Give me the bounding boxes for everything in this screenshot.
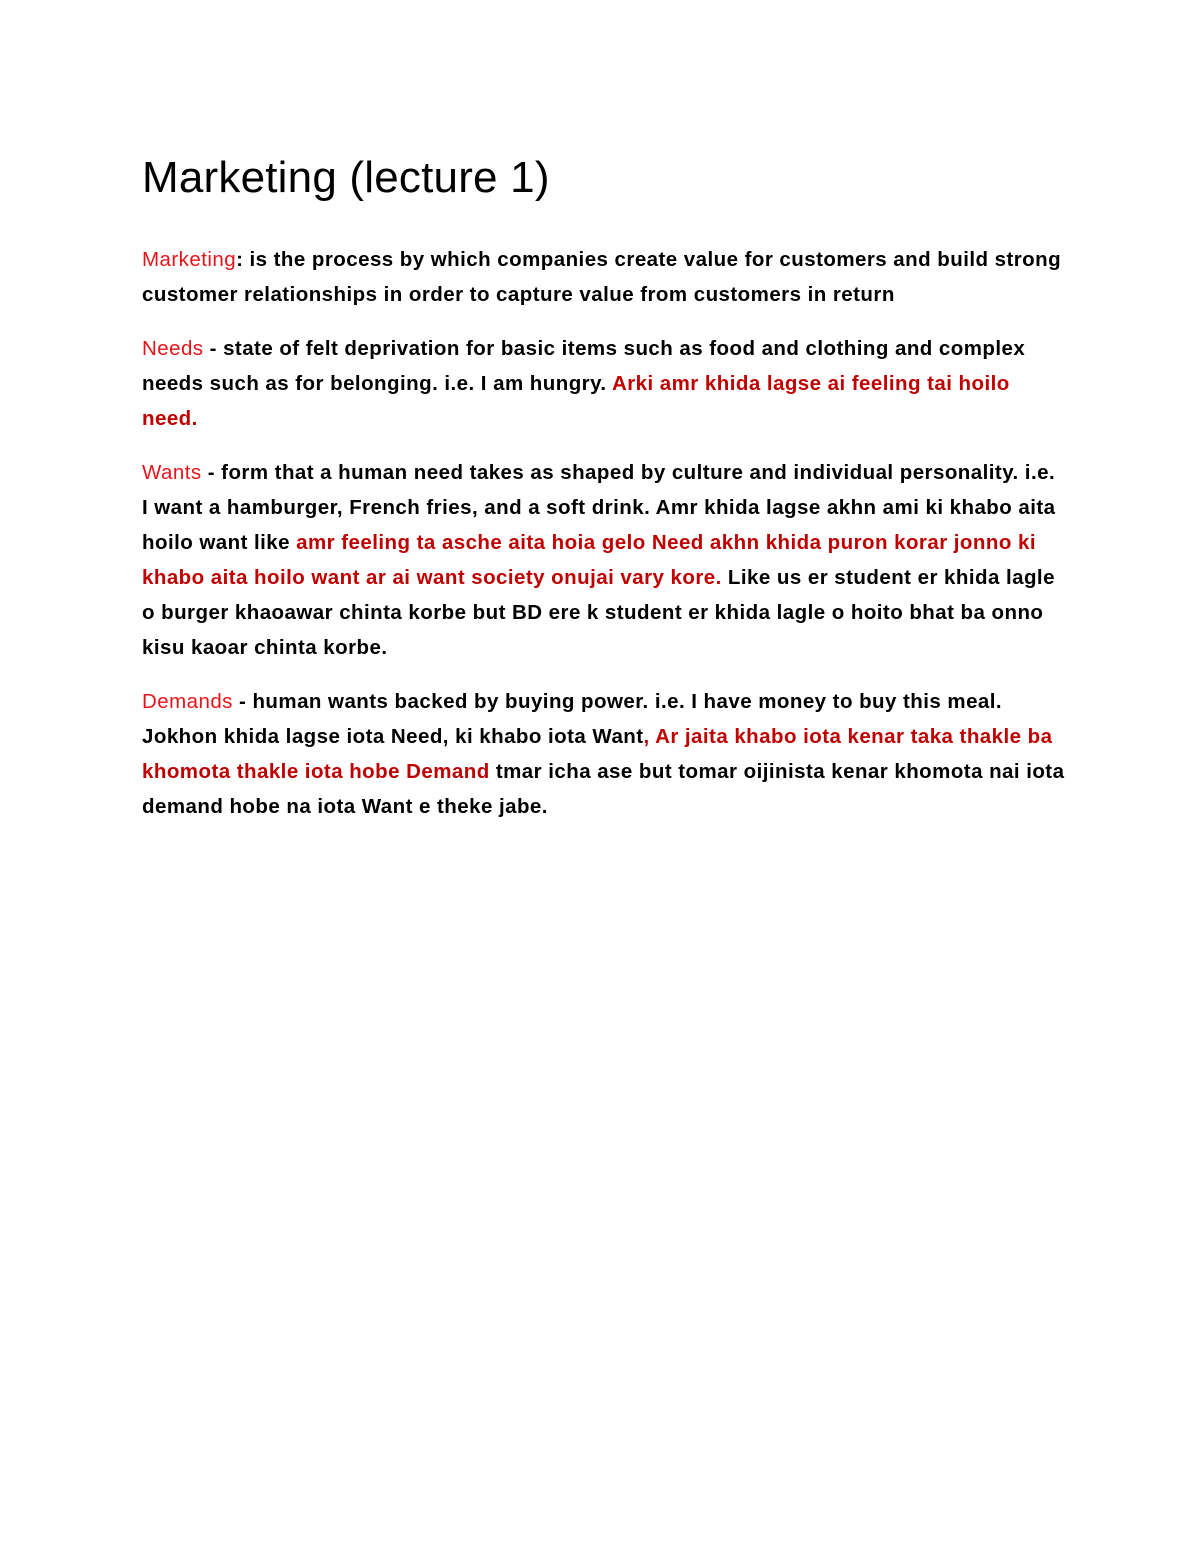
definition-marketing: : is the process by which companies create value for customers and build strong customer relationships in order to capture value from customers in return <box>142 248 1062 306</box>
definition-wants: - form that a human need takes as shaped by culture and individual personality. i.e. I want a hamburger, French fries, and a soft drink. Amr khida lagse akhn ami ki khabo aita hoilo want like <box>142 461 1056 554</box>
term-marketing: Marketing <box>142 248 237 271</box>
definition-needs: - state of felt deprivation for basic items such as food and clothing and complex needs such as for belonging. i.e. I am hungry. <box>142 337 1026 395</box>
paragraph-wants <box>142 455 1067 665</box>
document-title: Marketing (lecture 1) <box>142 153 550 202</box>
document-body <box>142 150 1067 843</box>
term-wants: Wants <box>142 461 202 484</box>
note-wants: amr feeling ta asche aita hoia gelo Need akhn khida puron korar jonno ki khabo aita hoilo want ar ai want society onujai vary kore. <box>142 531 1036 589</box>
definition-demands: - human wants backed by buying power. i.e. I have money to buy this meal. Jokhon khida lagse iota Need, ki khabo iota Want <box>142 690 1003 748</box>
paragraph-demands <box>142 684 1067 824</box>
example-wants: Like us er student er khida lagle o burger khaoawar chinta korbe but BD ere k student er khida lagle o hoito bhat ba onno kisu kaoar chinta korbe. <box>142 566 1055 659</box>
paragraph-needs <box>142 331 1067 436</box>
term-needs: Needs <box>142 337 204 360</box>
note-demands: , Ar jaita khabo iota kenar taka thakle ba khomota thakle iota hobe Demand <box>142 725 1053 783</box>
paragraph-marketing <box>142 242 1067 312</box>
note-needs: Arki amr khida lagse ai feeling tai hoilo need. <box>142 372 1010 430</box>
term-demands: Demands <box>142 690 233 713</box>
example-demands: tmar icha ase but tomar oijinista kenar khomota nai iota demand hobe na iota Want e theke jabe. <box>142 760 1065 818</box>
